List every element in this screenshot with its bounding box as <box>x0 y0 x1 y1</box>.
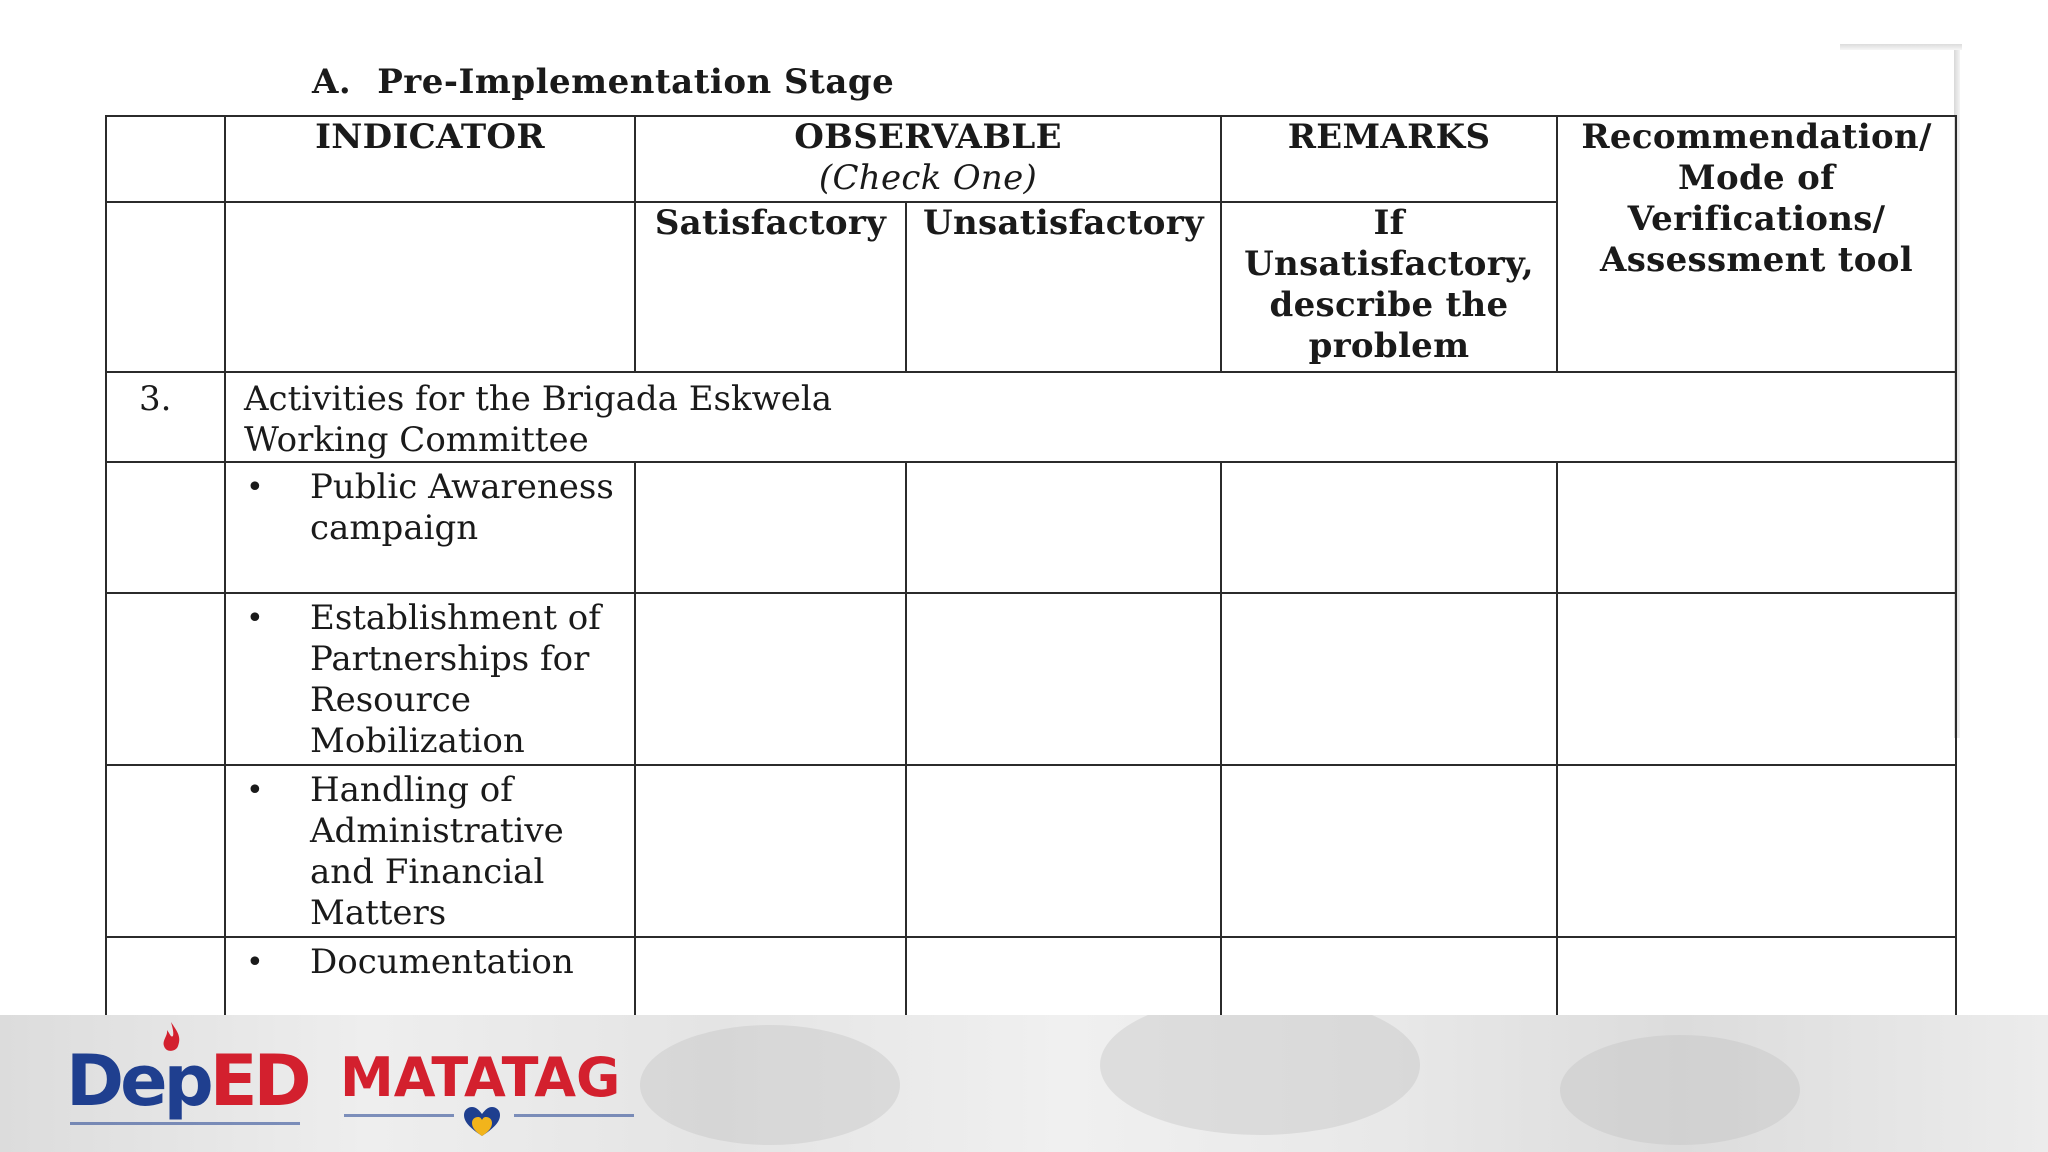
header-remarks-sub: If Unsatisfactory, describe the problem <box>1221 202 1557 372</box>
indicator-cell <box>225 462 635 593</box>
deped-tagline <box>70 1120 300 1131</box>
unsatisfactory-cell[interactable] <box>906 765 1221 937</box>
header-recommendation: Recommendation/ Mode of Verifications/ Assessment tool <box>1557 116 1956 372</box>
recommendation-cell[interactable] <box>1557 462 1956 593</box>
section-name: Pre-Implementation Stage <box>377 62 895 102</box>
footer-texture <box>1100 1015 1420 1135</box>
satisfactory-cell[interactable] <box>635 937 906 1027</box>
indicator-cell <box>225 937 635 1027</box>
header-number-cell <box>106 116 225 202</box>
recommendation-cell[interactable] <box>1557 937 1956 1027</box>
remarks-cell[interactable] <box>1221 593 1557 765</box>
indicator-cell <box>225 765 635 937</box>
table-row <box>106 765 1956 937</box>
unsatisfactory-cell[interactable] <box>906 462 1221 593</box>
row-number-cell <box>106 593 225 765</box>
table-row <box>106 937 1956 1027</box>
bullet-text: Documentation <box>310 942 574 982</box>
indicator-cell <box>225 593 635 765</box>
monitoring-table <box>105 115 1957 1028</box>
document-shadow-edge-top <box>1840 44 1962 50</box>
observable-label: OBSERVABLE <box>794 117 1062 157</box>
header-indicator-cell-2 <box>225 202 635 372</box>
header-unsatisfactory: Unsatisfactory <box>906 202 1221 372</box>
recommendation-cell[interactable] <box>1557 765 1956 937</box>
footer-texture <box>1560 1035 1800 1145</box>
bullet-icon: • <box>246 945 264 980</box>
header-satisfactory: Satisfactory <box>635 202 906 372</box>
section-letter: A. <box>312 62 352 102</box>
deped-logo <box>66 1022 306 1140</box>
bullet-text: Handling of Administrative and Financial Matters <box>310 770 564 933</box>
matatag-wordmark: MATATAG <box>340 1046 621 1109</box>
header-indicator: INDICATOR <box>225 116 635 202</box>
remarks-cell[interactable] <box>1221 462 1557 593</box>
item-number: 3. <box>106 372 225 462</box>
row-number-cell <box>106 937 225 1027</box>
unsatisfactory-cell[interactable] <box>906 593 1221 765</box>
header-number-cell-2 <box>106 202 225 372</box>
satisfactory-cell[interactable] <box>635 462 906 593</box>
bullet-icon: • <box>246 773 264 808</box>
header-observable <box>635 116 1221 202</box>
header-remarks: REMARKS <box>1221 116 1557 202</box>
header-row-1 <box>106 116 1956 202</box>
item-row <box>106 372 1956 462</box>
bullet-text: Establishment of Partnerships for Resource Mobilization <box>310 598 601 761</box>
remarks-cell[interactable] <box>1221 765 1557 937</box>
row-number-cell <box>106 462 225 593</box>
satisfactory-cell[interactable] <box>635 593 906 765</box>
footer-texture <box>640 1025 900 1145</box>
satisfactory-cell[interactable] <box>635 765 906 937</box>
observable-sub-label: (Check One) <box>818 158 1038 198</box>
section-title <box>312 62 894 102</box>
bullet-icon: • <box>246 470 264 505</box>
remarks-cell[interactable] <box>1221 937 1557 1027</box>
unsatisfactory-cell[interactable] <box>906 937 1221 1027</box>
table-row <box>106 462 1956 593</box>
row-number-cell <box>106 765 225 937</box>
heart-icon <box>462 1106 502 1138</box>
matatag-logo <box>340 1048 640 1138</box>
recommendation-cell[interactable] <box>1557 593 1956 765</box>
bullet-icon: • <box>246 601 264 636</box>
table-row <box>106 593 1956 765</box>
item-title: Activities for the Brigada Eskwela Working Committee <box>225 372 1956 462</box>
bullet-text: Public Awareness campaign <box>310 467 614 548</box>
deped-wordmark: DepED <box>66 1040 308 1122</box>
